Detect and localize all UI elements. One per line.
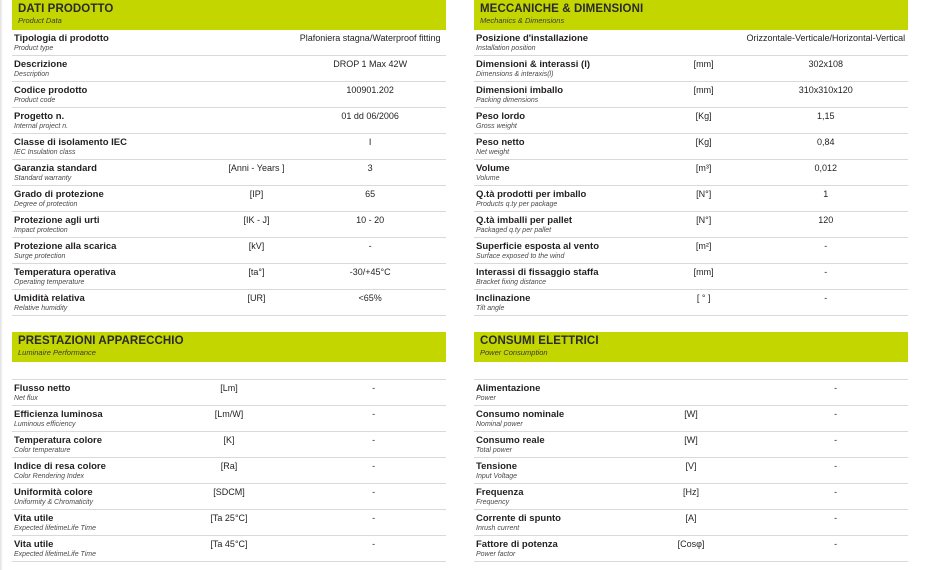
table-row: [474, 212, 908, 238]
table-row: [474, 510, 908, 536]
row-value: -: [294, 238, 446, 264]
row-label-cell: [12, 536, 157, 562]
row-label-cell: [474, 380, 619, 406]
row-label-en: Power: [476, 395, 496, 402]
table-row: [12, 134, 446, 160]
row-value: 302x108: [744, 56, 908, 82]
row-unit: [K]: [157, 432, 302, 458]
row-label-en: Volume: [476, 175, 500, 182]
table-row: [12, 82, 446, 108]
row-label-it: Protezione agli urti: [14, 215, 100, 226]
table-spacer-row: [474, 362, 908, 380]
row-label-it: Tensione: [476, 461, 517, 472]
row-label-en: Surge protection: [14, 253, 66, 260]
panel-subtitle: Mechanics & Dimensions: [480, 16, 565, 25]
row-label-cell: [474, 30, 664, 56]
row-unit: [Ra]: [157, 458, 302, 484]
row-value: 3: [294, 160, 446, 186]
row-value: -: [763, 380, 908, 406]
row-value: 01 dd 06/2006: [294, 108, 446, 134]
row-label-cell: [12, 82, 219, 108]
panel-header-product-data: [12, 0, 446, 30]
table-row: [12, 406, 446, 432]
row-label-cell: [474, 484, 619, 510]
row-label-it: Superficie esposta al vento: [476, 241, 600, 252]
row-value: 10 - 20: [294, 212, 446, 238]
row-label-it: Corrente di spunto: [476, 513, 561, 524]
row-label-it: Garanzia standard: [14, 163, 97, 174]
row-unit: [ ° ]: [664, 290, 744, 316]
row-label-cell: [12, 406, 157, 432]
row-unit: [219, 108, 295, 134]
table-row: [12, 380, 446, 406]
panel-header-mechanics-dimensions: [474, 0, 908, 30]
row-label-en: Internal project n.: [14, 123, 69, 130]
row-unit: [UR]: [219, 290, 295, 316]
table-row: [474, 458, 908, 484]
row-unit: [W]: [619, 406, 764, 432]
row-value: 310x310x120: [744, 82, 908, 108]
row-label-it: Uniformità colore: [14, 487, 93, 498]
row-label-it: Volume: [476, 163, 510, 174]
row-label-it: Grado di protezione: [14, 189, 104, 200]
panel-subtitle: Product Data: [18, 16, 62, 25]
table-spacer-row: [12, 362, 446, 380]
row-value: I: [294, 134, 446, 160]
table-row: [474, 484, 908, 510]
row-label-it: Consumo reale: [476, 435, 545, 446]
row-value: -: [763, 406, 908, 432]
row-label-cell: [474, 108, 664, 134]
table-row: [12, 432, 446, 458]
row-value: Orizzontale-Verticale/Horizontal-Vertical: [744, 30, 908, 56]
row-label-it: Q.tà prodotti per imballo: [476, 189, 587, 200]
row-label-en: Relative humidity: [14, 305, 68, 312]
row-label-en: Surface exposed to the wind: [476, 253, 565, 260]
panel-mechanics-dimensions: [474, 0, 908, 316]
row-unit: [IK - J]: [219, 212, 295, 238]
row-label-en: Net flux: [14, 395, 38, 402]
row-unit: [N°]: [664, 212, 744, 238]
row-label-en: Expected lifetimeLife Time: [14, 551, 97, 558]
row-label-cell: [12, 458, 157, 484]
row-value: -: [744, 290, 908, 316]
row-label-en: Tilt angle: [476, 305, 505, 312]
row-label-it: Temperatura operativa: [14, 267, 116, 278]
row-label-en: Product code: [14, 97, 56, 104]
row-label-cell: [12, 238, 219, 264]
table-row: [12, 160, 446, 186]
row-label-it: Alimentazione: [476, 383, 541, 394]
row-label-it: Frequenza: [476, 487, 524, 498]
row-label-en: Power factor: [476, 551, 516, 558]
table-row: [474, 108, 908, 134]
row-label-it: Efficienza luminosa: [14, 409, 103, 420]
table-row: [474, 432, 908, 458]
row-label-it: Peso netto: [476, 137, 525, 148]
panel-title: PRESTAZIONI APPARECCHIO: [18, 335, 184, 347]
panel-title: MECCANICHE & DIMENSIONI: [480, 3, 644, 15]
row-label-cell: [474, 160, 664, 186]
panel-title: DATI PRODOTTO: [18, 3, 114, 15]
table-row: [12, 536, 446, 562]
row-unit: [Anni - Years ]: [219, 160, 295, 186]
table-row: [474, 536, 908, 562]
panel-subtitle: Luminaire Performance: [18, 348, 96, 357]
performance-table: [12, 362, 446, 562]
row-label-cell: [474, 406, 619, 432]
row-label-it: Vita utile: [14, 513, 54, 524]
row-label-it: Indice di resa colore: [14, 461, 106, 472]
row-label-en: Products q.ty per package: [476, 201, 558, 208]
row-unit: [ta°]: [219, 264, 295, 290]
row-label-en: Color temperature: [14, 447, 71, 454]
row-value: 65: [294, 186, 446, 212]
row-label-cell: [12, 380, 157, 406]
row-label-en: Frequency: [476, 499, 510, 506]
panel-product-data: [12, 0, 446, 316]
page-left-shadow: [0, 0, 3, 570]
row-value: -: [744, 238, 908, 264]
table-row: [12, 186, 446, 212]
panel-subtitle: Power Consumption: [480, 348, 548, 357]
row-value: -: [301, 432, 446, 458]
table-row: [474, 290, 908, 316]
row-unit: [Ta 25°C]: [157, 510, 302, 536]
row-value: -: [763, 536, 908, 562]
row-value: -: [301, 380, 446, 406]
panel-power-consumption: [474, 332, 908, 562]
row-unit: [Kg]: [664, 108, 744, 134]
table-row: [474, 238, 908, 264]
row-label-cell: [474, 212, 664, 238]
row-label-it: Q.tà imballi per pallet: [476, 215, 573, 226]
row-unit: [219, 30, 295, 56]
row-label-cell: [474, 264, 664, 290]
row-unit: [Ta 45°C]: [157, 536, 302, 562]
table-row: [474, 264, 908, 290]
row-unit: [219, 56, 295, 82]
row-label-it: Interassi di fissaggio staffa: [476, 267, 599, 278]
row-label-cell: [474, 510, 619, 536]
table-row: [474, 380, 908, 406]
row-label-cell: [12, 432, 157, 458]
row-unit: [kV]: [219, 238, 295, 264]
row-label-cell: [12, 134, 219, 160]
row-value: -: [301, 510, 446, 536]
row-unit: [m²]: [664, 238, 744, 264]
row-label-it: Inclinazione: [476, 293, 531, 304]
row-value: -: [301, 458, 446, 484]
row-value: 0,012: [744, 160, 908, 186]
row-unit: [V]: [619, 458, 764, 484]
row-label-it: Temperatura colore: [14, 435, 102, 446]
row-label-en: Luminous efficiency: [14, 421, 76, 428]
row-value: DROP 1 Max 42W: [294, 56, 446, 82]
table-row: [474, 186, 908, 212]
row-label-en: Color Rendering Index: [14, 473, 85, 480]
row-label-it: Dimensioni imballo: [476, 85, 564, 96]
row-unit: [m³]: [664, 160, 744, 186]
row-unit: [mm]: [664, 56, 744, 82]
row-label-en: Product type: [14, 45, 54, 52]
row-label-it: Dimensioni & interassi (l): [476, 59, 591, 70]
table-row: [12, 510, 446, 536]
row-label-cell: [12, 264, 219, 290]
row-value: 100901.202: [294, 82, 446, 108]
left-column: [12, 0, 446, 562]
table-row: [12, 458, 446, 484]
row-label-en: Bracket fixing distance: [476, 279, 547, 286]
row-value: Plafoniera stagna/Waterproof fitting: [294, 30, 446, 56]
row-value: <65%: [294, 290, 446, 316]
row-label-it: Umidità relativa: [14, 293, 85, 304]
row-label-cell: [474, 56, 664, 82]
row-label-en: Operating temperature: [14, 279, 85, 286]
row-label-en: Packing dimensions: [476, 97, 539, 104]
row-label-en: Inrush current: [476, 525, 520, 532]
panel-header-power-consumption: [474, 332, 908, 362]
datasheet-columns: [12, 0, 931, 562]
row-unit: [Lm/W]: [157, 406, 302, 432]
table-row: [474, 82, 908, 108]
row-label-cell: [474, 186, 664, 212]
row-unit: [219, 134, 295, 160]
row-unit: [mm]: [664, 264, 744, 290]
row-label-en: Total power: [476, 447, 512, 454]
row-label-en: Uniformity & Chromaticity: [14, 499, 93, 506]
row-label-it: Flusso netto: [14, 383, 71, 394]
panel-header-luminaire-performance: [12, 332, 446, 362]
row-label-en: Packaged q.ty per pallet: [476, 227, 552, 234]
row-label-en: Nominal power: [476, 421, 523, 428]
table-row: [474, 406, 908, 432]
row-value: -: [763, 458, 908, 484]
row-value: 1,15: [744, 108, 908, 134]
row-unit: [619, 380, 764, 406]
row-label-it: Vita utile: [14, 539, 54, 550]
row-label-it: Classe di isolamento IEC: [14, 137, 127, 148]
row-label-cell: [12, 108, 219, 134]
table-row: [12, 484, 446, 510]
row-unit: [IP]: [219, 186, 295, 212]
table-row: [12, 212, 446, 238]
row-unit: [219, 82, 295, 108]
row-value: -: [763, 432, 908, 458]
row-label-en: Degree of protection: [14, 201, 78, 208]
row-label-cell: [474, 536, 619, 562]
right-column: [474, 0, 908, 562]
row-label-cell: [12, 484, 157, 510]
row-label-it: Fattore di potenza: [476, 539, 558, 550]
row-unit: [SDCM]: [157, 484, 302, 510]
table-row: [474, 30, 908, 56]
row-unit: [Lm]: [157, 380, 302, 406]
row-unit: [Cosφ]: [619, 536, 764, 562]
row-label-en: Description: [14, 71, 50, 78]
row-label-it: Descrizione: [14, 59, 68, 70]
row-value: -: [744, 264, 908, 290]
row-label-cell: [12, 30, 219, 56]
row-label-cell: [12, 186, 219, 212]
row-value: -: [763, 510, 908, 536]
row-label-en: Net weight: [476, 149, 510, 156]
row-label-it: Tipologia di prodotto: [14, 33, 109, 44]
table-row: [12, 108, 446, 134]
row-unit: [Hz]: [619, 484, 764, 510]
table-row: [12, 30, 446, 56]
row-label-en: IEC Insulation class: [14, 149, 76, 156]
consumption-table: [474, 362, 908, 562]
row-value: 0,84: [744, 134, 908, 160]
mechanics-table: [474, 30, 908, 316]
row-label-en: Expected lifetimeLife Time: [14, 525, 97, 532]
row-value: -30/+45°C: [294, 264, 446, 290]
row-label-cell: [474, 238, 664, 264]
row-value: -: [301, 484, 446, 510]
row-unit: [N°]: [664, 186, 744, 212]
row-label-cell: [474, 458, 619, 484]
row-value: 1: [744, 186, 908, 212]
row-label-en: Installation position: [476, 45, 536, 52]
row-label-it: Peso lordo: [476, 111, 526, 122]
row-label-cell: [12, 290, 219, 316]
row-unit: [Kg]: [664, 134, 744, 160]
panel-title: CONSUMI ELETTRICI: [480, 335, 599, 347]
row-label-cell: [474, 82, 664, 108]
row-label-en: Impact protection: [14, 227, 68, 234]
row-label-en: Gross weight: [476, 123, 517, 130]
row-value: -: [763, 484, 908, 510]
row-label-cell: [12, 510, 157, 536]
row-label-en: Dimensions & interaxis(l): [476, 71, 554, 78]
row-label-en: Standard warranty: [14, 175, 72, 182]
table-row: [12, 56, 446, 82]
table-row: [474, 160, 908, 186]
row-label-cell: [474, 290, 664, 316]
row-value: -: [301, 536, 446, 562]
row-label-en: Input Voltage: [476, 473, 517, 480]
row-value: -: [301, 406, 446, 432]
row-label-it: Consumo nominale: [476, 409, 565, 420]
row-unit: [mm]: [664, 82, 744, 108]
row-label-cell: [12, 212, 219, 238]
table-row: [474, 56, 908, 82]
product-data-table: [12, 30, 446, 316]
row-label-cell: [12, 160, 219, 186]
row-label-cell: [12, 56, 219, 82]
row-unit: [664, 30, 744, 56]
row-label-cell: [474, 134, 664, 160]
table-row: [12, 238, 446, 264]
row-value: 120: [744, 212, 908, 238]
table-row: [12, 290, 446, 316]
row-unit: [W]: [619, 432, 764, 458]
row-label-it: Progetto n.: [14, 111, 65, 122]
row-label-it: Posizione d'installazione: [476, 33, 589, 44]
table-row: [474, 134, 908, 160]
row-unit: [A]: [619, 510, 764, 536]
table-row: [12, 264, 446, 290]
row-label-it: Codice prodotto: [14, 85, 88, 96]
row-label-cell: [474, 432, 619, 458]
row-label-it: Protezione alla scarica: [14, 241, 117, 252]
panel-luminaire-performance: [12, 332, 446, 562]
